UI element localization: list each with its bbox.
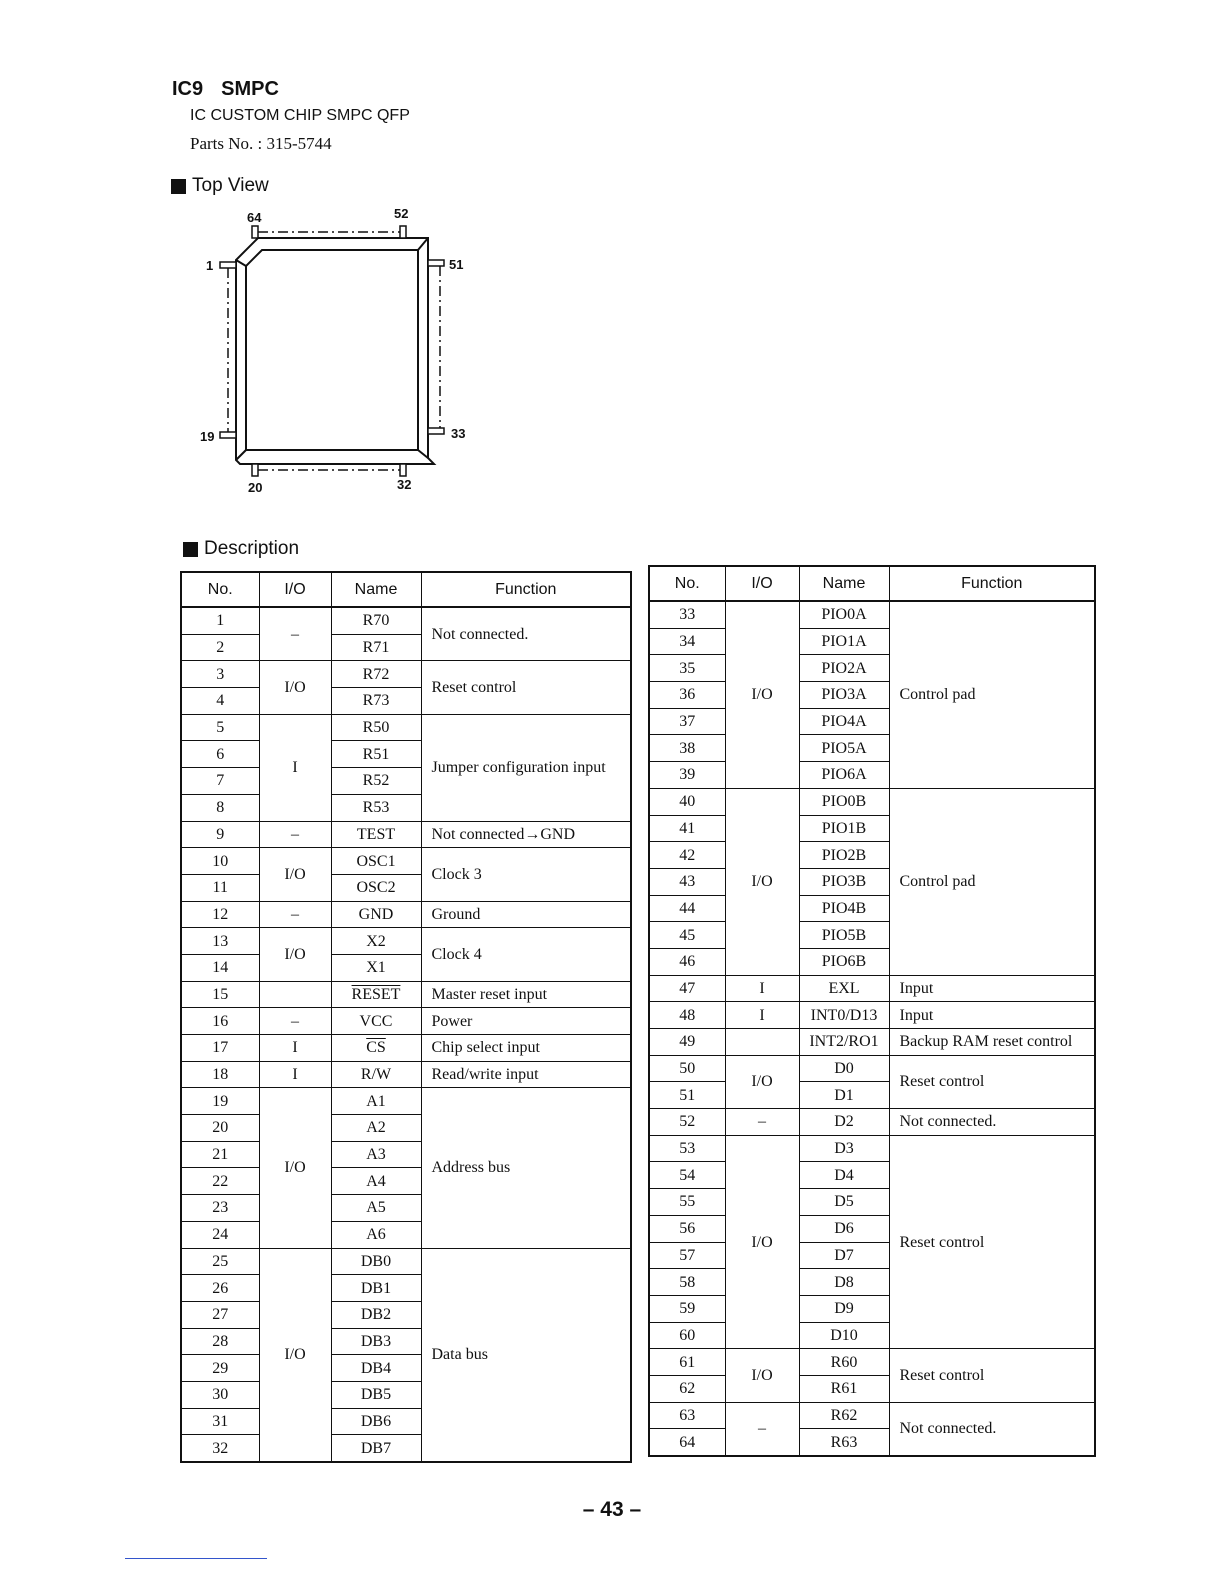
pin-name: $\overline{CS}$	[331, 1035, 421, 1062]
table-row	[649, 1349, 1095, 1376]
table-row	[649, 1002, 1095, 1029]
table-row	[649, 788, 1095, 815]
pin-no: 32	[181, 1435, 259, 1462]
pin-no: 12	[181, 901, 259, 928]
pin-name: R71	[331, 634, 421, 661]
pin-no: 61	[649, 1349, 725, 1376]
pin-name: VCC	[331, 1008, 421, 1035]
chip-top-view-diagram	[196, 204, 476, 504]
pin-function: Clock 3	[421, 848, 631, 901]
table-row	[181, 901, 631, 928]
pin-name: DB0	[331, 1248, 421, 1275]
description-heading-text: Description	[204, 538, 300, 559]
pin-name: R52	[331, 768, 421, 795]
col-header-io: I/O	[259, 572, 331, 607]
pin-name: D2	[799, 1109, 889, 1136]
pin-label-32: 32	[397, 477, 412, 492]
pin-name: DB2	[331, 1301, 421, 1328]
pin-no: 17	[181, 1035, 259, 1062]
pin-no: 16	[181, 1008, 259, 1035]
pin-no: 15	[181, 981, 259, 1008]
pin-name: A1	[331, 1088, 421, 1115]
top-view-heading	[171, 175, 269, 197]
pin-name: DB4	[331, 1355, 421, 1382]
pin-function: Reset control	[889, 1349, 1095, 1402]
pin-name: D10	[799, 1322, 889, 1349]
pin-no: 55	[649, 1189, 725, 1216]
pin-name: A3	[331, 1141, 421, 1168]
pin-no: 19	[181, 1088, 259, 1115]
pin-io	[725, 1029, 799, 1056]
pin-no: 10	[181, 848, 259, 875]
pin-label-52: 52	[394, 206, 409, 221]
pin-function: Input	[889, 1002, 1095, 1029]
pin-name: X2	[331, 928, 421, 955]
pin-function: Clock 4	[421, 928, 631, 981]
pin-name: PIO4A	[799, 708, 889, 735]
pin-function: Control pad	[889, 601, 1095, 788]
pin-name: A6	[331, 1221, 421, 1248]
pin-io: –	[725, 1402, 799, 1456]
pin-no: 48	[649, 1002, 725, 1029]
pin-no: 50	[649, 1055, 725, 1082]
pin-no: 44	[649, 895, 725, 922]
pin-no: 23	[181, 1195, 259, 1222]
pin-name: PIO0A	[799, 601, 889, 628]
pin-no: 53	[649, 1135, 725, 1162]
pin-name: TEST	[331, 821, 421, 848]
ic-name: SMPC	[221, 78, 279, 100]
pin-name: D3	[799, 1135, 889, 1162]
pin-name: A5	[331, 1195, 421, 1222]
table-row	[649, 1055, 1095, 1082]
pin-name: DB6	[331, 1408, 421, 1435]
table-row	[649, 975, 1095, 1002]
pin-name: R/W	[331, 1061, 421, 1088]
pin-no: 40	[649, 788, 725, 815]
pin-name: R53	[331, 794, 421, 821]
pin-no: 62	[649, 1375, 725, 1402]
pin-label-64: 64	[247, 210, 262, 225]
pin-name: PIO3A	[799, 682, 889, 709]
ic-description: IC CUSTOM CHIP SMPC QFP	[190, 107, 410, 124]
pin-name: R72	[331, 661, 421, 688]
pin-no: 25	[181, 1248, 259, 1275]
pin-name: R63	[799, 1429, 889, 1456]
pin-io: I	[259, 714, 331, 821]
pin-io: I/O	[259, 661, 331, 714]
pin-label-33: 33	[451, 426, 466, 441]
pin-no: 11	[181, 874, 259, 901]
pin-name: PIO2A	[799, 655, 889, 682]
col-header-function: Function	[889, 566, 1095, 601]
col-header-io: I/O	[725, 566, 799, 601]
pin-name: OSC2	[331, 874, 421, 901]
pin-function: Not connected.	[421, 607, 631, 661]
pin-io: I/O	[725, 1055, 799, 1108]
pin-io: I/O	[725, 601, 799, 788]
pin-no: 24	[181, 1221, 259, 1248]
pin-no: 30	[181, 1381, 259, 1408]
col-header-name: Name	[331, 572, 421, 607]
table-row	[649, 1135, 1095, 1162]
table-row	[181, 821, 631, 848]
pin-no: 45	[649, 922, 725, 949]
pin-name: D0	[799, 1055, 889, 1082]
pin-label-51: 51	[449, 257, 464, 272]
pin-name: D4	[799, 1162, 889, 1189]
pin-no: 43	[649, 868, 725, 895]
pin-function: Input	[889, 975, 1095, 1002]
pin-no: 56	[649, 1215, 725, 1242]
pin-no: 35	[649, 655, 725, 682]
table-header-row	[649, 566, 1095, 601]
pin-name: RESET	[331, 981, 421, 1008]
pin-no: 27	[181, 1301, 259, 1328]
pin-name: PIO0B	[799, 788, 889, 815]
pin-function: Not connected.	[889, 1109, 1095, 1136]
table-row	[181, 848, 631, 875]
pin-no: 7	[181, 768, 259, 795]
pin-no: 49	[649, 1029, 725, 1056]
pin-no: 60	[649, 1322, 725, 1349]
pin-table-left	[180, 571, 632, 1463]
col-header-function: Function	[421, 572, 631, 607]
col-header-name: Name	[799, 566, 889, 601]
pin-no: 46	[649, 948, 725, 975]
pin-function: Not connected.	[889, 1402, 1095, 1456]
pin-no: 58	[649, 1269, 725, 1296]
pin-no: 13	[181, 928, 259, 955]
pin-no: 64	[649, 1429, 725, 1456]
pin-io: I/O	[259, 1088, 331, 1248]
pin-io: I	[725, 1002, 799, 1029]
pin-io: I/O	[259, 848, 331, 901]
table-row	[181, 1035, 631, 1062]
pin-function: Backup RAM reset control	[889, 1029, 1095, 1056]
pin-name: D1	[799, 1082, 889, 1109]
pin-io: –	[259, 901, 331, 928]
pin-label-20: 20	[248, 480, 263, 495]
pin-no: 52	[649, 1109, 725, 1136]
pin-no: 18	[181, 1061, 259, 1088]
pin-name: D6	[799, 1215, 889, 1242]
pin-name: PIO1A	[799, 628, 889, 655]
pin-io: I/O	[725, 1349, 799, 1402]
pin-no: 57	[649, 1242, 725, 1269]
pin-no: 22	[181, 1168, 259, 1195]
pin-name: EXL	[799, 975, 889, 1002]
pin-no: 41	[649, 815, 725, 842]
pin-no: 28	[181, 1328, 259, 1355]
col-header-no: No.	[649, 566, 725, 601]
pin-name: DB3	[331, 1328, 421, 1355]
pin-label-19: 19	[200, 429, 215, 444]
square-bullet-icon	[171, 179, 186, 194]
pin-name: D5	[799, 1189, 889, 1216]
pin-no: 6	[181, 741, 259, 768]
pin-name: PIO5B	[799, 922, 889, 949]
pin-name: R62	[799, 1402, 889, 1429]
pin-no: 20	[181, 1115, 259, 1142]
pin-no: 36	[649, 682, 725, 709]
parts-number: Parts No. : 315-5744	[190, 134, 332, 153]
pin-name: PIO6B	[799, 948, 889, 975]
table-row	[649, 1029, 1095, 1056]
table-row	[181, 1088, 631, 1115]
pin-io: I	[259, 1061, 331, 1088]
pin-no: 54	[649, 1162, 725, 1189]
table-row	[181, 714, 631, 741]
table-row	[649, 601, 1095, 628]
ic-id: IC9	[172, 78, 204, 100]
pin-name: R70	[331, 607, 421, 634]
pin-no: 39	[649, 762, 725, 789]
pin-name: D7	[799, 1242, 889, 1269]
table-row	[181, 1061, 631, 1088]
pin-name: DB1	[331, 1275, 421, 1302]
pin-no: 3	[181, 661, 259, 688]
pin-no: 14	[181, 954, 259, 981]
ic-title	[172, 78, 279, 101]
pin-io: I/O	[725, 1135, 799, 1349]
pin-name: R73	[331, 688, 421, 715]
pin-io	[259, 981, 331, 1008]
pin-label-1: 1	[206, 258, 214, 273]
pin-function: Control pad	[889, 788, 1095, 975]
table-row	[649, 1402, 1095, 1429]
pin-function: Power	[421, 1008, 631, 1035]
pin-table-right	[648, 565, 1096, 1457]
pin-name: R50	[331, 714, 421, 741]
pin-name: R51	[331, 741, 421, 768]
square-bullet-icon	[183, 542, 198, 557]
pin-no: 1	[181, 607, 259, 634]
pin-no: 31	[181, 1408, 259, 1435]
pin-function: Chip select input	[421, 1035, 631, 1062]
description-heading	[183, 538, 299, 560]
pin-no: 21	[181, 1141, 259, 1168]
pin-function: Address bus	[421, 1088, 631, 1248]
pin-no: 2	[181, 634, 259, 661]
pin-no: 34	[649, 628, 725, 655]
pin-function: Master reset input	[421, 981, 631, 1008]
pin-name: PIO3B	[799, 868, 889, 895]
pin-function: Reset control	[889, 1135, 1095, 1349]
pin-io: I/O	[725, 788, 799, 975]
pin-io: I	[725, 975, 799, 1002]
pin-no: 38	[649, 735, 725, 762]
pin-function: Jumper configuration input	[421, 714, 631, 821]
table-row	[181, 1248, 631, 1275]
top-view-heading-text: Top View	[192, 175, 269, 196]
pin-name: PIO4B	[799, 895, 889, 922]
table-row	[649, 1109, 1095, 1136]
pin-no: 59	[649, 1295, 725, 1322]
pin-function: Data bus	[421, 1248, 631, 1462]
pin-no: 9	[181, 821, 259, 848]
table-row	[181, 928, 631, 955]
pin-io: I/O	[259, 928, 331, 981]
pin-name: GND	[331, 901, 421, 928]
chip-outline-graphic	[196, 204, 476, 504]
pin-name: DB5	[331, 1381, 421, 1408]
pin-io: –	[725, 1109, 799, 1136]
pin-name: A4	[331, 1168, 421, 1195]
pin-no: 5	[181, 714, 259, 741]
pin-name: D9	[799, 1295, 889, 1322]
pin-no: 47	[649, 975, 725, 1002]
pin-no: 51	[649, 1082, 725, 1109]
footer-divider	[125, 1558, 267, 1559]
pin-io: I/O	[259, 1248, 331, 1462]
pin-name: DB7	[331, 1435, 421, 1462]
pin-no: 63	[649, 1402, 725, 1429]
pin-no: 26	[181, 1275, 259, 1302]
pin-io: –	[259, 607, 331, 661]
pin-name: X1	[331, 954, 421, 981]
pin-function: Reset control	[889, 1055, 1095, 1108]
pin-no: 33	[649, 601, 725, 628]
pin-name: PIO1B	[799, 815, 889, 842]
pin-function: Ground	[421, 901, 631, 928]
pin-io: –	[259, 821, 331, 848]
pin-no: 37	[649, 708, 725, 735]
pin-no: 4	[181, 688, 259, 715]
table-row	[181, 981, 631, 1008]
pin-name: INT2/RO1	[799, 1029, 889, 1056]
pin-name: PIO6A	[799, 762, 889, 789]
pin-io: I	[259, 1035, 331, 1062]
pin-name: R61	[799, 1375, 889, 1402]
table-header-row	[181, 572, 631, 607]
pin-name: R60	[799, 1349, 889, 1376]
table-row	[181, 1008, 631, 1035]
pin-no: 42	[649, 842, 725, 869]
col-header-no: No.	[181, 572, 259, 607]
pin-name: OSC1	[331, 848, 421, 875]
table-row	[181, 607, 631, 634]
pin-no: 29	[181, 1355, 259, 1382]
page-number: – 43 –	[582, 1498, 642, 1521]
pin-name: PIO2B	[799, 842, 889, 869]
pin-function: Read/write input	[421, 1061, 631, 1088]
pin-name: INT0/D13	[799, 1002, 889, 1029]
pin-name: PIO5A	[799, 735, 889, 762]
pin-no: 8	[181, 794, 259, 821]
table-row	[181, 661, 631, 688]
pin-function: Not connected→GND	[421, 821, 631, 848]
pin-name: D8	[799, 1269, 889, 1296]
pin-name: A2	[331, 1115, 421, 1142]
pin-function: Reset control	[421, 661, 631, 714]
pin-io: –	[259, 1008, 331, 1035]
